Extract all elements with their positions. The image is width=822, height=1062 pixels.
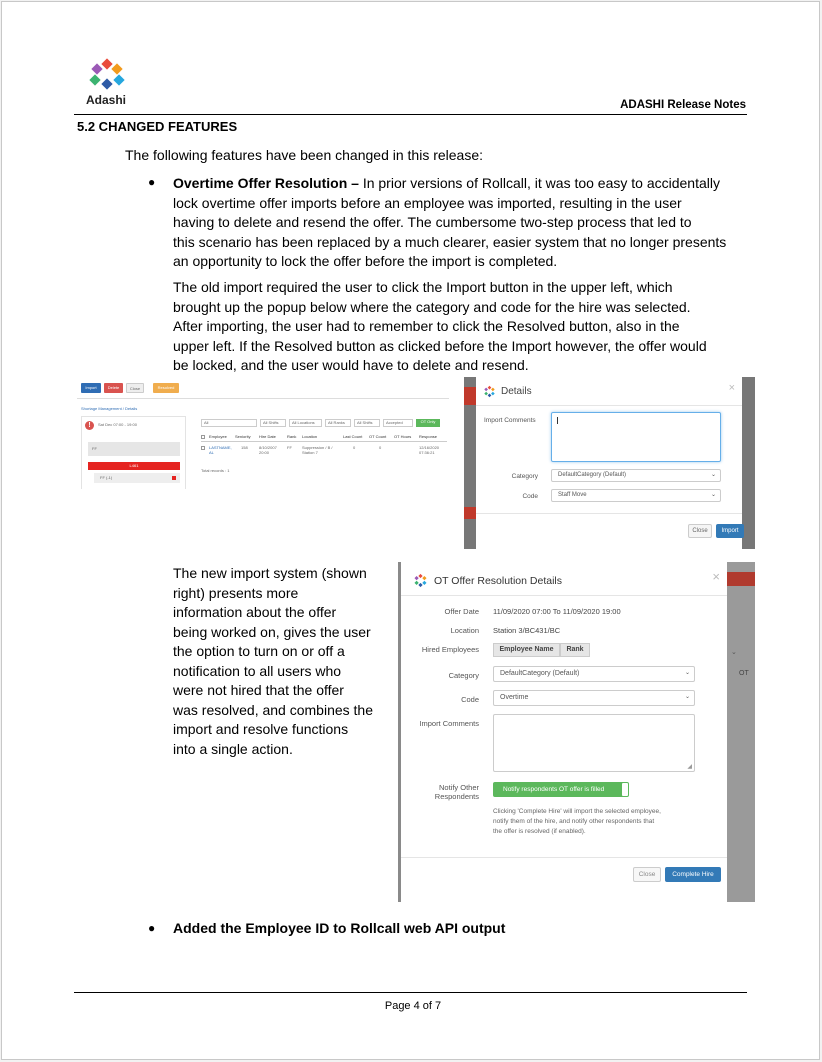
dialog-divider xyxy=(401,595,727,596)
location-value: Station 3/BC431/BC xyxy=(493,626,561,635)
bullet-employee-id: Added the Employee ID to Rollcall web API output xyxy=(173,920,506,936)
dialog-title: Details xyxy=(501,386,532,397)
bullet-line: an opportunity to lock the offer before the import is completed. xyxy=(173,253,558,269)
complete-hire-button[interactable]: Complete Hire xyxy=(665,867,721,882)
hired-employees-label: Hired Employees xyxy=(421,645,479,654)
close-x-icon[interactable]: × xyxy=(712,569,720,584)
paragraph-line: notification to all users who xyxy=(173,662,342,679)
background-strip xyxy=(727,572,755,586)
new-dialog-screenshot xyxy=(398,562,755,902)
paragraph-line: upper left. If the Resolved button as clicked before the Import however, the offer would xyxy=(173,337,707,354)
category-select[interactable] xyxy=(551,469,721,482)
import-comments-label: Import Comments xyxy=(419,719,479,728)
column-header[interactable]: OT Count xyxy=(369,434,387,439)
notify-label-line: Respondents xyxy=(434,792,479,801)
table-cell: 8/10/2007 20:00 xyxy=(259,445,277,455)
paragraph-line: was resolved, and combines the xyxy=(173,701,373,718)
toggle-label: Notify respondents OT offer is filled xyxy=(503,786,605,793)
select-all-checkbox[interactable] xyxy=(201,435,205,439)
table-cell: 12/16/2020 07:36:21 xyxy=(419,445,440,455)
text-cursor xyxy=(557,417,558,424)
close-button[interactable]: Close xyxy=(126,383,144,393)
paragraph-line: The new import system (shown xyxy=(173,565,367,581)
chevron-down-icon: ⌄ xyxy=(684,670,690,676)
offer-date-label: Offer Date xyxy=(444,607,479,616)
background-text: OT xyxy=(739,670,749,677)
column-header[interactable]: Hire Date xyxy=(259,434,276,439)
resize-handle-icon: ◢ xyxy=(687,764,692,770)
filter-select[interactable]: All Shifts xyxy=(354,419,380,427)
column-header[interactable]: Employee xyxy=(209,434,227,439)
table-cell: 158 xyxy=(241,445,248,450)
dialog-divider xyxy=(401,857,727,858)
ff-row[interactable]: FF xyxy=(88,442,180,456)
old-details-dialog xyxy=(476,377,742,549)
location-label: Location xyxy=(450,626,479,635)
section-title: 5.2 CHANGED FEATURES xyxy=(77,119,238,134)
rank-column-header: Rank xyxy=(560,643,590,657)
filter-select[interactable]: All Locations xyxy=(289,419,322,427)
filter-select[interactable]: All Ranks xyxy=(325,419,351,427)
column-header[interactable]: Response xyxy=(419,434,438,439)
help-line: Clicking 'Complete Hire' will import the selected employee, xyxy=(493,808,661,815)
chevron-down-icon: ⌄ xyxy=(684,694,690,700)
paragraph-line: import and resolve functions xyxy=(173,721,349,737)
bullet-line: lock overtime offer imports before an employee was imported, resulting in the user xyxy=(173,194,682,211)
dialog-divider xyxy=(476,513,742,514)
bullet-line: this scenario has been replaced by a much clearer, easier system that no longer presents xyxy=(173,233,727,250)
help-line: notify them of the hire, and notify other respondents that xyxy=(493,818,655,825)
paragraph-line: were not hired that the offer xyxy=(173,682,344,698)
logo-text: Adashi xyxy=(86,93,127,107)
document-page xyxy=(1,1,820,1060)
total-records: Total records : 1 xyxy=(201,468,230,473)
new-import-paragraph xyxy=(173,564,388,759)
category-label: Category xyxy=(511,473,538,480)
table-header xyxy=(201,433,447,442)
bullet-icon: ● xyxy=(148,175,156,189)
filter-select[interactable]: Accepted xyxy=(383,419,413,427)
category-value: DefaultCategory (Default) xyxy=(500,670,580,677)
table-cell: FF xyxy=(287,445,292,450)
employee-name-column-header: Employee Name xyxy=(493,643,560,657)
code-select[interactable] xyxy=(493,690,695,706)
l461-row[interactable]: L461 xyxy=(88,462,180,470)
background-page xyxy=(727,562,755,902)
section-intro: The following features have been changed in this release: xyxy=(125,147,484,163)
ot-only-toggle[interactable]: OT Only xyxy=(416,419,440,427)
table-cell: Suppression / B / Station 7 xyxy=(302,445,333,455)
paragraph-line: into a single action. xyxy=(173,740,293,757)
import-comments-textarea[interactable] xyxy=(551,412,721,462)
close-button[interactable]: Close xyxy=(633,867,661,882)
background-strip xyxy=(464,507,476,519)
paragraph-line: be locked, and the user would have to delete and resend. xyxy=(173,357,529,373)
page-number: Page 4 of 7 xyxy=(384,1000,442,1012)
table-cell[interactable]: LASTNAME, AL xyxy=(209,445,232,455)
alert-icon: ! xyxy=(85,421,94,430)
help-text xyxy=(493,807,661,837)
category-label: Category xyxy=(448,671,479,680)
toggle-knob xyxy=(622,783,628,796)
document-header-title: ADASHI Release Notes xyxy=(620,99,746,111)
paragraph-line: right) presents more xyxy=(173,584,299,601)
column-header[interactable]: Seniority xyxy=(235,434,251,439)
close-x-icon[interactable]: × xyxy=(728,382,735,394)
paragraph-line: information about the offer xyxy=(173,604,337,620)
filter-select[interactable]: All xyxy=(201,419,257,427)
code-label: Code xyxy=(522,493,538,500)
import-comments-textarea[interactable] xyxy=(493,714,695,772)
paragraph-line: being worked on, gives the user xyxy=(173,623,371,640)
filter-select[interactable]: All Shifts xyxy=(260,419,286,427)
column-header[interactable]: Last Count xyxy=(343,434,363,439)
old-ui-left-panel xyxy=(81,416,186,489)
ot-offer-resolution-dialog xyxy=(401,562,727,902)
background-chevron-icon: ⌄ xyxy=(731,649,737,656)
footer-rule xyxy=(74,992,747,993)
close-button[interactable]: Close xyxy=(688,524,712,538)
import-button[interactable]: Import xyxy=(81,383,101,393)
resolved-button[interactable]: Resolved xyxy=(153,383,179,393)
delete-button[interactable]: Delete xyxy=(104,383,123,393)
row-checkbox[interactable] xyxy=(201,446,205,450)
category-select[interactable] xyxy=(493,666,695,682)
chevron-down-icon: ⌄ xyxy=(710,472,716,478)
paragraph-line: The old import required the user to click the Import button in the upper left, which xyxy=(173,279,673,295)
column-header[interactable]: Rank xyxy=(287,434,297,439)
old-ui-screenshot xyxy=(77,377,449,489)
ff1-row[interactable]: FF (-1) xyxy=(94,473,180,483)
category-value: DefaultCategory (Default) xyxy=(558,472,627,478)
shift-date: Sat Dec 07:00 - 19:00 xyxy=(98,422,137,427)
code-value: Overtime xyxy=(500,694,529,701)
import-comments-label: Import Comments xyxy=(484,417,536,424)
paragraph-line: the option to turn on or off a xyxy=(173,643,345,659)
bullet-icon: ● xyxy=(148,921,156,935)
notify-label xyxy=(406,783,479,801)
column-header[interactable]: OT Hours xyxy=(394,434,412,439)
notify-label-line: Notify Other xyxy=(438,783,479,792)
import-button[interactable]: Import xyxy=(716,524,744,538)
header-rule xyxy=(74,114,747,115)
chevron-down-icon: ⌄ xyxy=(710,492,716,498)
bullet-heading: Overtime Offer Resolution – xyxy=(173,175,359,191)
dialog-title: OT Offer Resolution Details xyxy=(434,575,562,587)
status-marker-icon xyxy=(172,476,176,480)
table-cell: 0 xyxy=(353,445,356,450)
adashi-logo-icon xyxy=(413,573,428,588)
notify-respondents-toggle[interactable] xyxy=(493,782,629,797)
code-value: Staff Move xyxy=(558,492,587,498)
code-label: Code xyxy=(461,695,479,704)
filter-row xyxy=(201,419,447,427)
paragraph-line: After importing, the user had to remember to click the Resolved button, also in the xyxy=(173,318,680,334)
bullet-line: In prior versions of Rollcall, it was too easy to accidentally xyxy=(358,175,720,191)
breadcrumb[interactable]: Shortage Management / Details xyxy=(81,406,138,411)
background-strip xyxy=(464,387,476,405)
paragraph-line: brought up the popup below where the category and code for the hire was selected. xyxy=(173,298,691,315)
help-line: the offer is resolved (if enabled). xyxy=(493,828,586,835)
table-cell: 0 xyxy=(379,445,382,450)
bullet-line: having to delete and resend the offer. The cumbersome two-step process that led to xyxy=(173,214,692,230)
column-header[interactable]: Location xyxy=(302,434,318,439)
old-details-dialog-screenshot xyxy=(464,377,755,549)
bullet-paragraph xyxy=(173,174,753,272)
code-select[interactable] xyxy=(551,489,721,502)
dialog-divider xyxy=(476,405,742,406)
offer-date-value: 11/09/2020 07:00 To 11/09/2020 19:00 xyxy=(493,607,621,616)
old-import-paragraph xyxy=(173,278,753,376)
adashi-logo-icon xyxy=(483,385,496,398)
table-row[interactable] xyxy=(201,444,447,458)
